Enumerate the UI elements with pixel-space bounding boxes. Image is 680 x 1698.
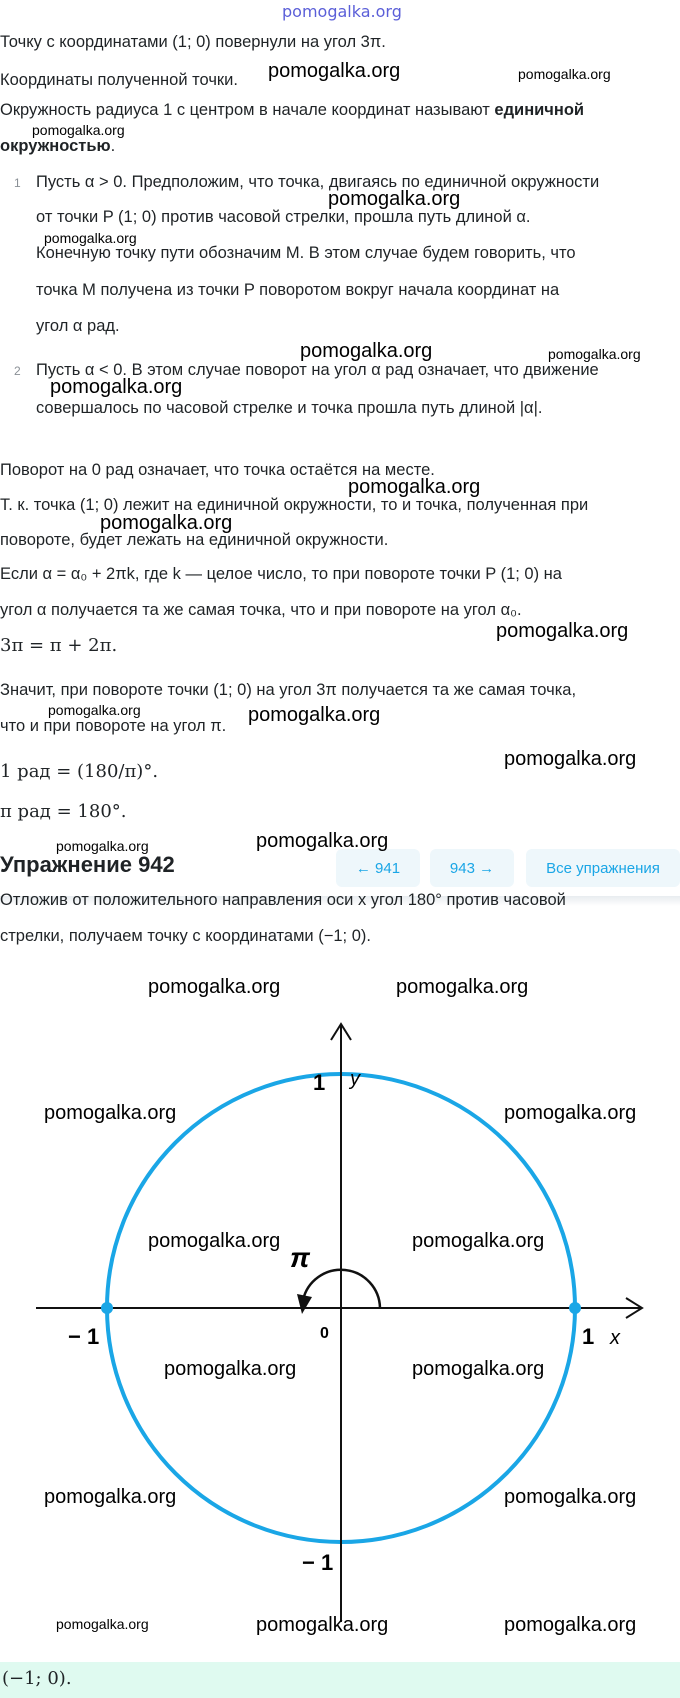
label-pi: π [290,1242,310,1273]
watermark: pomogalka.org [504,748,637,770]
answer-box [0,1662,680,1698]
rotation-arrowhead [297,1294,312,1314]
watermark: pomogalka.org [256,1614,389,1636]
list-item-1-line-1: Пусть α > 0. Предположим, что точка, двигаясь по единичной окружности [36,173,600,191]
list-number-2: 2 [14,364,21,378]
label-y-one: 1 [313,1070,326,1095]
exercise-title: Упражнение 942 [0,852,175,877]
watermark: pomogalka.org [56,838,149,854]
list-item-1-line-4: точка M получена из точки P поворотом вокруг начала координат на [36,281,560,299]
equation-3pi: 3π = π + 2π. [0,635,118,656]
watermark: pomogalka.org [504,1102,637,1124]
label-origin: 0 [320,1325,329,1342]
watermark: pomogalka.org [396,976,529,998]
definition-line-2 [0,136,115,156]
conclusion-line-2: что и при повороте на угол π. [0,717,227,735]
exercise-text-line-1: Отложив от положительного направления оси x угол 180° против часовой [0,891,566,909]
watermark: pomogalka.org [32,122,125,138]
watermark: pomogalka.org [164,1358,297,1380]
unit-circle-text-line-1: Т. к. точка (1; 0) лежит на единичной окружности, то и точка, полученная при [0,496,589,514]
definition-line-1 [0,100,584,120]
problem-statement: Точку с координатами (1; 0) повернули на угол 3π. [0,33,386,51]
watermark: pomogalka.org [44,1102,177,1124]
watermark: pomogalka.org [300,340,433,362]
label-x-one: 1 [582,1324,595,1349]
watermark: pomogalka.org [412,1230,545,1252]
radian-formula: 1 рад = (180/π)°. [0,761,159,782]
answer-text: (−1; 0). [2,1668,72,1689]
watermark: pomogalka.org [100,512,233,534]
label-x: x [610,1327,620,1349]
point-one [569,1302,581,1314]
watermark: pomogalka.org [248,704,381,726]
label-x-neg-one: − 1 [68,1324,100,1349]
watermark: pomogalka.org [268,60,401,82]
watermark: pomogalka.org [504,1614,637,1636]
conclusion-line-1: Значит, при повороте точки (1; 0) на угол 3π получается та же самая точка, [0,681,577,699]
list-item-2-line-2: совершалось по часовой стрелке и точка прошла путь длиной |α|. [36,399,543,417]
definition-text: Окружность радиуса 1 с центром в начале координат называют [0,101,495,119]
watermark: pomogalka.org [548,346,641,362]
point-neg-one [101,1302,113,1314]
watermark: pomogalka.org [256,830,389,852]
definition-term: единичной [494,101,585,119]
watermark: pomogalka.org [56,1616,149,1632]
watermark: pomogalka.org [518,66,611,82]
periodicity-line-1: Если α = α₀ + 2πk, где k — целое число, то при повороте точки P (1; 0) на [0,565,562,583]
watermark-top: pomogalka.org [282,2,402,21]
pi-radian-formula: π рад = 180°. [0,801,127,822]
list-item-2-line-1: Пусть α < 0. В этом случае поворот на угол α рад означает, что движение [36,361,599,379]
list-number-1: 1 [14,176,21,190]
watermark: pomogalka.org [44,1486,177,1508]
watermark: pomogalka.org [328,188,461,210]
watermark: pomogalka.org [148,976,281,998]
watermark: pomogalka.org [50,376,183,398]
watermark: pomogalka.org [504,1486,637,1508]
definition-period: . [110,137,116,155]
next-exercise-button[interactable]: 943 → [430,849,514,887]
watermark: pomogalka.org [496,620,629,642]
zero-rotation-text: Поворот на 0 рад означает, что точка остаётся на месте. [0,461,435,479]
watermark: pomogalka.org [44,230,137,246]
all-exercises-button[interactable]: Все упражнения [526,849,680,887]
label-y-neg-one: − 1 [302,1550,334,1575]
exercise-text-line-2: стрелки, получаем точку с координатами (−1; 0). [0,927,371,945]
watermark: pomogalka.org [348,476,481,498]
watermark: pomogalka.org [48,702,141,718]
definition-term-2: окружностью [0,137,111,155]
list-item-1-line-2: от точки P (1; 0) против часовой стрелки, прошла путь длиной α. [36,208,531,226]
watermark: pomogalka.org [412,1358,545,1380]
prev-exercise-button[interactable]: ← 941 [336,849,420,887]
list-item-1-line-5: угол α рад. [36,317,120,335]
periodicity-line-2: угол α получается та же самая точка, что и при повороте на угол α₀. [0,601,522,619]
question-text: Координаты полученной точки. [0,71,238,89]
label-y: y [350,1068,360,1090]
list-item-1-line-3: Конечную точку пути обозначим M. В этом случае будем говорить, что [36,244,576,262]
watermark: pomogalka.org [148,1230,281,1252]
unit-circle-text-line-2: повороте, будет лежать на единичной окружности. [0,531,389,549]
